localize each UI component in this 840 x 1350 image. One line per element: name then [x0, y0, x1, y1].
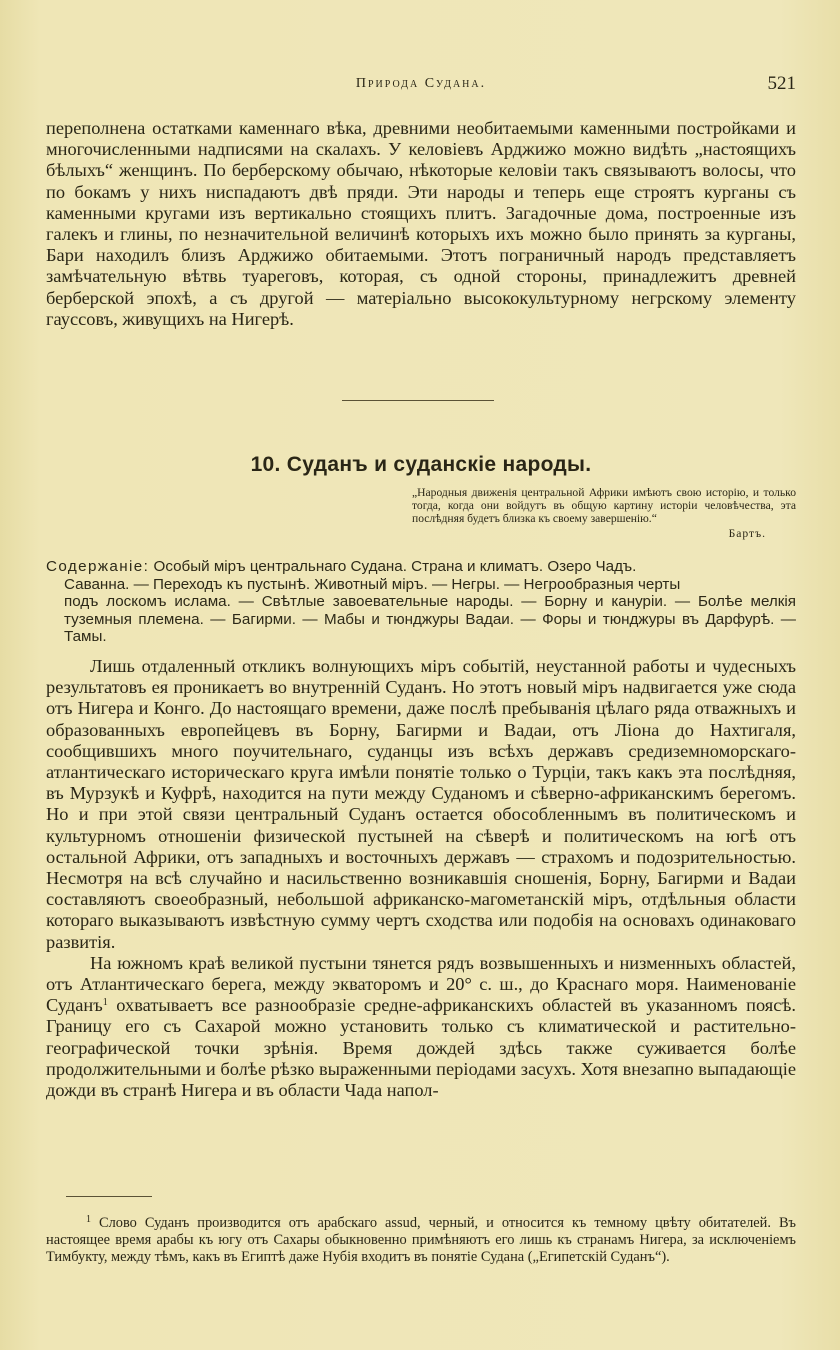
paragraph-text: переполнена остатками каменнаго вѣка, древними необитаемыми каменными постройками и многочисленными надписями на скалахъ. У келовіевъ Арджижо можно видѣть „настоящихъ бѣлыхъ“ женщинъ. По берберскому обычаю, нѣкоторые келовіи такъ связываютъ волосы, что по бокамъ у нихъ ниспадаютъ двѣ пряди. Эти народы и теперь еще строятъ курганы съ каменными кругами изъ вертикально стоящихъ плитъ. Загадочные дома, построенные изъ галекъ и глины, по незначительной величинѣ которыхъ ихъ можно было принять за курганы, Бари находилъ близъ Арджижо обитаемыми. Этотъ пограничный народъ представляетъ замѣчательную вѣтвь туареговъ, которая, съ одной стороны, принадлежитъ древней берберской эпохѣ, а съ другой — матеріально высококультурному негрскому элементу гауссовъ, живущихъ на Нигерѣ. — [46, 118, 796, 329]
epigraph — [412, 486, 796, 540]
contents-text-1: Особый міръ центральнаго Судана. Страна и климатъ. Озеро Чадъ. — [153, 558, 637, 575]
contents-line-3: подъ лоскомъ ислама. — Свѣтлые завоевательные народы. — Борну и канурiи. — Болѣе мелкія туземныя племена. — Багирми. — Мабы и тюнджуры Вадаи. — Форы и тюнджуры въ Дарфурѣ. — Тамы. — [64, 593, 796, 646]
footnote-reference[interactable]: 1 — [102, 997, 108, 1009]
contents-label: Содержаніе: — [46, 558, 150, 575]
paragraph-3-start: На южномъ краѣ великой пустыни тянется рядъ возвышенныхъ и низменныхъ областей, отъ Атлантическаго берега, между экваторомъ и 20° с. ш., до Краснаго моря. Наименованіе Суданъ — [46, 952, 796, 1016]
footnote-marker: 1 — [86, 1214, 91, 1225]
paragraph-2: Лишь отдаленный откликъ волнующихъ міръ событій, неустанной работы и чудесныхъ результатовъ ея проникаетъ во внутренній Суданъ. Но этотъ новый міръ надвигается уже сюда отъ Нигера и Конго. До настоящаго времени, даже послѣ пребыванія цѣлаго ряда отважныхъ и образованныхъ европейцевъ въ Борну, Багирми и Вадаи, отъ Ліона до Нахтигаля, сообщившихъ много поучительнаго, суданцы изъ всѣхъ державъ средиземноморскаго-атлантическаго историческаго круга имѣли понятіе только о Турціи, такъ какъ эта послѣдняя, въ Мурзукѣ и Куфрѣ, находится на пути между Суданомъ и сѣверно-африканскимъ берегомъ. Но и при этой связи центральный Суданъ остается обособленнымъ въ политическомъ и культурномъ отношеніи физической пустыней на сѣверѣ и политическомъ на югѣ отъ остальной Африки, отъ западныхъ и восточныхъ державъ — страхомъ и подозрительностью. Несмотря на всѣ случайно и насильственно возникавшія сношенія, Борну, Багирми и Вадаи составляютъ своеобразный, небольшой африканско-магометанскій міръ, отдѣльныя области котораго выказываютъ извѣстную сумму чертъ сходства или подобія на основахъ одинаковаго развитія. — [46, 656, 796, 952]
page-number: 521 — [767, 73, 796, 94]
paragraph-3-end: охватываетъ все разнообразіе средне-африканскихъ областей въ указанномъ поясѣ. Границу его съ Сахарой можно установить только съ климатической и растительно-географической точки зрѣнія. Время дождей здѣсь также суживается болѣе продолжительными и болѣе рѣзко выраженными періодами засухъ. Хотя внезапно выпадающіе дожди въ странѣ Нигера и въ области Чада напол- — [46, 995, 796, 1101]
continued-paragraph — [46, 118, 796, 330]
contents-line-1 — [46, 558, 796, 576]
section-contents — [46, 558, 796, 646]
paragraph-3 — [46, 953, 796, 1101]
footnotes — [46, 1215, 796, 1265]
section-divider — [342, 400, 494, 401]
running-title: Природа Судана. — [355, 76, 487, 91]
footnote-1 — [46, 1215, 796, 1265]
main-text — [46, 656, 796, 1101]
footnote-divider — [66, 1196, 152, 1197]
epigraph-quote: „Народныя движенія центральной Африки имѣютъ свою исторію, и только тогда, когда они войдутъ въ общую картину исторіи человѣчества, эта послѣдняя будетъ близка къ своему завершенію.“ — [412, 486, 796, 526]
contents-line-2: Саванна. — Переходъ къ пустынѣ. Животный міръ. — Негры. — Негрообразныя черты — [64, 575, 681, 593]
epigraph-author: Бартъ. — [728, 526, 766, 540]
page-header — [46, 73, 796, 100]
footnote-text: Слово Суданъ производится отъ арабскаго assud, черный, и относится къ темному цвѣту обитателей. Въ настоящее время арабы къ югу отъ Сахары обыкновенно примѣняютъ его лишь къ странамъ Нигера, за исключеніемъ Тимбукту, между тѣмъ, какъ въ Египтѣ даже Нубія входитъ въ понятіе Судана („Египетскій Суданъ“). — [46, 1215, 796, 1265]
section-heading: 10. Суданъ и суданскіе народы. — [250, 453, 592, 476]
